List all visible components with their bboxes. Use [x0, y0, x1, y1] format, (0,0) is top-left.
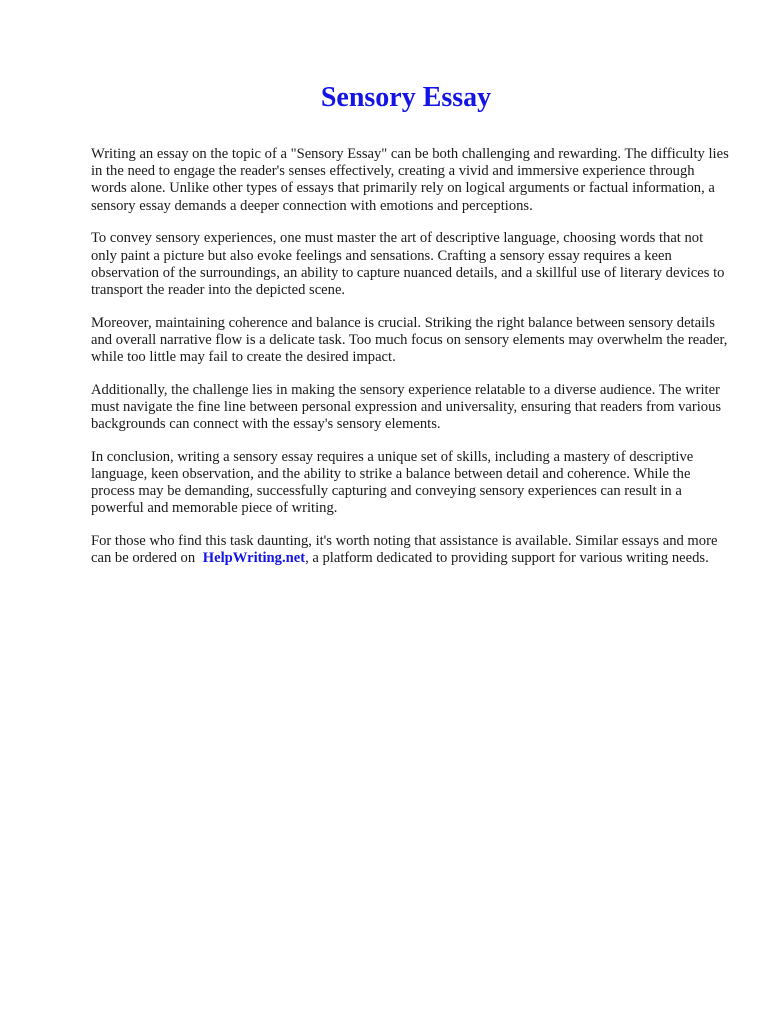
- paragraph-6: [91, 533, 731, 567]
- paragraph-6-after-link: , a platform dedicated to providing support for various writing needs.: [305, 550, 709, 567]
- paragraph-1: Writing an essay on the topic of a "Sensory Essay" can be both challenging and rewarding. The difficulty lies in the need to engage the reader's senses effectively, creating a vivid and immersive experience through words alone. Unlike other types of essays that primarily rely on logical arguments or factual information, a sensory essay demands a deeper connection with emotions and perceptions.: [91, 146, 729, 214]
- paragraph-3: Moreover, maintaining coherence and balance is crucial. Striking the right balance between sensory details and overall narrative flow is a delicate task. Too much focus on sensory elements may overwhelm the reader, while too little may fail to create the desired impact.: [91, 314, 728, 366]
- essay-body: [91, 146, 731, 583]
- paragraph-6-before-link: For those who find this task daunting, it's worth noting that assistance is available. Similar essays and more can be ordered on: [91, 533, 718, 567]
- paragraph-4: Additionally, the challenge lies in making the sensory experience relatable to a diverse audience. The writer must navigate the fine line between personal expression and universality, ensuring that readers from various backgrounds can connect with the essay's sensory elements.: [91, 381, 722, 433]
- helpwriting-link[interactable]: HelpWriting.net: [202, 550, 306, 567]
- page-title: Sensory Essay: [320, 82, 492, 113]
- paragraph-5: In conclusion, writing a sensory essay requires a unique set of skills, including a mastery of descriptive language, keen observation, and the ability to strike a balance between detail and coherence. While the process may be demanding, successfully capturing and conveying sensory experiences can result in a powerful and memorable piece of writing.: [91, 448, 694, 517]
- paragraph-2: To convey sensory experiences, one must master the art of descriptive language, choosing words that not only paint a picture but also evoke feelings and sensations. Crafting a sensory essay requires a keen observation of the surroundings, an ability to capture nuanced details, and a skillful use of literary devices to transport the reader into the depicted scene.: [91, 230, 725, 298]
